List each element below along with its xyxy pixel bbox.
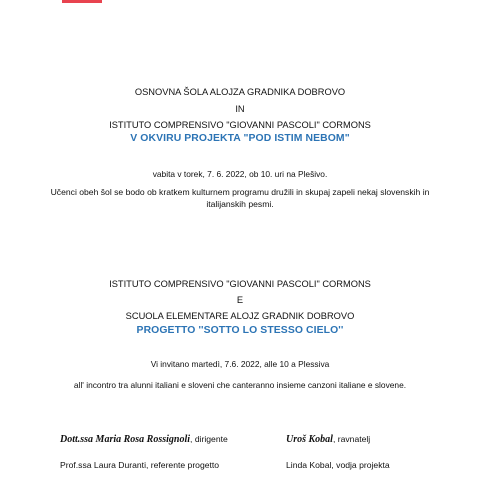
slovene-invite: vabita v torek, 7. 6. 2022, ob 10. uri na Plešivo. bbox=[152, 169, 328, 179]
slovene-school2: ISTITUTO COMPRENSIVO "GIOVANNI PASCOLI" CORMONS bbox=[109, 120, 371, 130]
left-signature-name: Dott.ssa Maria Rosa Rossignoli bbox=[60, 434, 191, 445]
right-signature bbox=[286, 434, 370, 445]
top-color-mark bbox=[62, 0, 102, 3]
italian-conjunction: E bbox=[236, 295, 244, 305]
left-signature-role: , dirigente bbox=[190, 434, 228, 444]
right-signature-role: , ravnatelj bbox=[332, 434, 371, 444]
slovene-project-title: V OKVIRU PROJEKTA "POD ISTIM NEBOM" bbox=[130, 133, 350, 144]
italian-body: all' incontro tra alunni italiani e sloveni che canteranno insieme canzoni italiane e slovene. bbox=[73, 380, 407, 390]
italian-school1: ISTITUTO COMPRENSIVO "GIOVANNI PASCOLI" CORMONS bbox=[109, 279, 371, 289]
slovene-conjunction: IN bbox=[235, 104, 245, 114]
italian-project-title: PROGETTO ''SOTTO LO STESSO CIELO'' bbox=[136, 325, 344, 336]
slovene-school1: OSNOVNA ŠOLA ALOJZA GRADNIKA DOBROVO bbox=[134, 87, 346, 97]
slovene-body: Učenci obeh šol se bodo ob kratkem kulturnem programu družili in skupaj zapeli nekaj slovenskih in italijanskih pesmi. bbox=[50, 187, 430, 209]
italian-invite: Vi invitano martedì, 7.6. 2022, alle 10 a Plessiva bbox=[150, 359, 330, 369]
left-signature bbox=[60, 434, 228, 445]
left-signature-sub: Prof.ssa Laura Duranti, referente progetto bbox=[60, 460, 220, 470]
right-signature-name: Uroš Kobal bbox=[286, 434, 333, 445]
right-signature-sub: Linda Kobal, vodja projekta bbox=[286, 460, 390, 470]
italian-school2: SCUOLA ELEMENTARE ALOJZ GRADNIK DOBROVO bbox=[125, 311, 355, 321]
